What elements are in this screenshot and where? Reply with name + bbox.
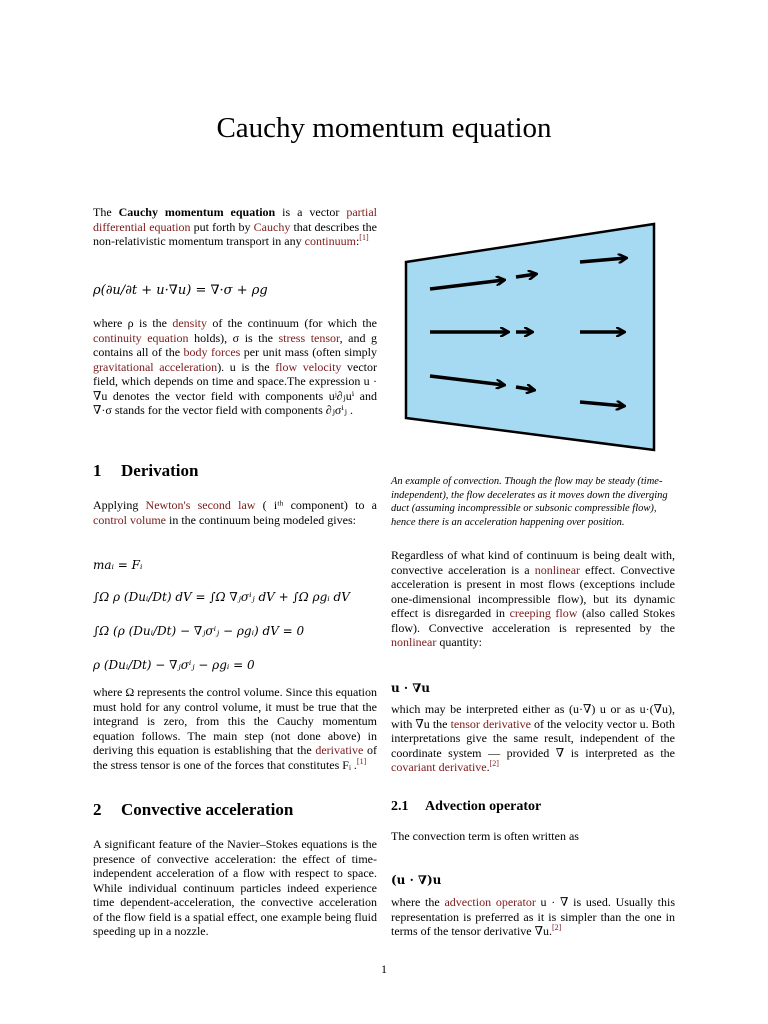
link-continuity-equation[interactable]: continuity equation bbox=[93, 330, 189, 345]
advection-intro: The convection term is often written as bbox=[391, 829, 579, 843]
derivation-equation-1: maᵢ = Fᵢ bbox=[93, 558, 143, 572]
derivation-equation-4: ρ (Duᵢ/Dt) − ∇ⱼσⁱⱼ − ρgᵢ = 0 bbox=[93, 658, 255, 672]
derivation-equation-2: ∫Ω ρ (Duᵢ/Dt) dV = ∫Ω ∇ⱼσⁱⱼ dV + ∫Ω ρgᵢ dV bbox=[93, 590, 350, 604]
control-volume-paragraph bbox=[93, 685, 377, 772]
control-volume-text-2: of the stress tensor is one of the forces that constitutes Fᵢ . bbox=[93, 743, 377, 772]
link-tensor-derivative[interactable]: tensor derivative bbox=[450, 716, 531, 731]
derivation-text-1: Applying bbox=[93, 498, 146, 512]
control-volume-text-1: where Ω represents the control volume. Since this equation must hold for any control volume, it must be true that the integrand is zero, from this the Cauchy momentum equation follows. The main step (not done above) in deriving this equation is establishing that the bbox=[93, 685, 377, 757]
nonlinear-text-3: (also called Stokes flow). Convective acceleration is represented by the bbox=[391, 606, 675, 635]
link-partial-differential-equation[interactable]: partial differential equation bbox=[93, 205, 378, 234]
convective-term-equation: u · ∇u bbox=[391, 681, 431, 695]
page-title: Cauchy momentum equation bbox=[216, 112, 552, 144]
interpretation-text-3: . bbox=[486, 760, 490, 774]
subsection-number: 2.1 bbox=[391, 799, 409, 814]
where-text-2: of the continuum (for which the bbox=[207, 316, 377, 330]
link-advection-operator[interactable]: advection operator bbox=[444, 895, 536, 909]
citation-1[interactable]: [1] bbox=[359, 233, 369, 242]
citation-1b[interactable]: [1] bbox=[356, 756, 367, 766]
citation-2b[interactable]: [2] bbox=[552, 923, 562, 932]
derivation-text-3: in the continuum being modeled gives: bbox=[165, 512, 356, 527]
interpretation-text-1: which may be interpreted either as (u·∇) u or as u·(∇u), with ∇u the bbox=[391, 702, 675, 731]
citation-2[interactable]: [2] bbox=[489, 759, 499, 768]
link-continuum[interactable]: continuum bbox=[304, 234, 356, 248]
intro-paragraph bbox=[93, 205, 377, 249]
subsection-2-1-heading bbox=[391, 799, 541, 815]
link-cauchy[interactable]: Cauchy bbox=[253, 219, 291, 234]
subsection-title: Advection operator bbox=[425, 799, 542, 814]
where-text-4: , and g contains all of the bbox=[93, 330, 378, 359]
derivation-paragraph bbox=[93, 498, 377, 527]
link-body-forces[interactable]: body forces bbox=[183, 345, 241, 359]
convective-paragraph: A significant feature of the Navier–Stokes equations is the presence of convective acceleration: the effect of time-independent acceleration of a flow with respect to space. While individual continuum particles indeed experience time dependent-acceleration, the convective acceleration of the flow field is a spatial effect, one example being fluid speeding up in a nozzle. bbox=[93, 837, 377, 938]
link-flow-velocity[interactable]: flow velocity bbox=[275, 359, 342, 374]
section-1-heading bbox=[93, 461, 198, 481]
nonlinear-text-2: effect. Convective acceleration is present in most flows (exceptions include one-dimensional incompressible flow), but its dynamic effect is disregarded in bbox=[391, 562, 675, 620]
interpretation-text-2: of the velocity vector u. Both interpretations give the same result, independent of the coordinate system — provided ∇ is interpreted as the bbox=[391, 716, 675, 760]
advection-text-2: u · ∇ is used. Usually this representation is preferred as it is simpler than the one in terms of the tensor derivative ∇u. bbox=[391, 895, 675, 938]
nonlinear-text-4: quantity: bbox=[436, 635, 482, 649]
where-text-1: where ρ is the bbox=[93, 316, 173, 330]
page-number: 1 bbox=[381, 962, 387, 976]
intro-bold-term: Cauchy momentum equation bbox=[118, 205, 276, 219]
section-2-title: Convective acceleration bbox=[121, 800, 294, 819]
figure-caption: An example of convection. Though the flow may be steady (time-independent), the flow decelerates as it moves down the diverging duct (assuming incompressible or subsonic compressible flow), hence there is an acceleration happening over position. bbox=[391, 476, 668, 528]
where-paragraph bbox=[93, 316, 377, 418]
link-gravitational-acceleration[interactable]: gravitational acceleration bbox=[93, 359, 218, 374]
intro-text-1: The bbox=[93, 205, 119, 219]
where-text-7: vector field, which depends on time and space.The expression u · ∇u denotes the vector field with components uʲ∂ⱼuⁱ and ∇·σ stands for the vector field with components ∂ⱼσⁱⱼ . bbox=[93, 359, 377, 417]
section-2-heading bbox=[93, 800, 293, 820]
advection-paragraph bbox=[391, 895, 675, 939]
advection-text-1: where the bbox=[391, 895, 445, 909]
link-nonlinear-2[interactable]: nonlinear bbox=[391, 635, 437, 649]
intro-text-4: that describes the non-relativistic momentum transport in any bbox=[93, 219, 377, 248]
link-covariant-derivative[interactable]: covariant derivative bbox=[391, 760, 487, 774]
where-text-3: holds), σ is the bbox=[188, 330, 279, 345]
link-nonlinear[interactable]: nonlinear bbox=[534, 562, 581, 577]
derivation-text-2: ( iᵗʰ component) to a bbox=[255, 498, 377, 512]
link-stress-tensor[interactable]: stress tensor bbox=[278, 330, 340, 345]
derivation-equation-3: ∫Ω (ρ (Duᵢ/Dt) − ∇ⱼσⁱⱼ − ρgᵢ) dV = 0 bbox=[93, 624, 305, 638]
intro-text-3: put forth by bbox=[190, 219, 254, 234]
convection-figure bbox=[396, 222, 660, 454]
section-1-number: 1 bbox=[93, 461, 102, 480]
where-text-6: ). u is the bbox=[217, 359, 276, 374]
link-creeping-flow[interactable]: creeping flow bbox=[509, 606, 578, 620]
interpretation-paragraph bbox=[391, 702, 675, 775]
where-text-5: per unit mass (often simply bbox=[240, 345, 377, 359]
intro-text-5: : bbox=[355, 234, 360, 248]
nonlinear-text-1: Regardless of what kind of continuum is being dealt with, convective acceleration is a bbox=[391, 548, 675, 577]
link-derivative[interactable]: derivative bbox=[315, 743, 364, 757]
section-2-number: 2 bbox=[93, 800, 102, 819]
advection-equation: (u · ∇)u bbox=[391, 873, 442, 887]
link-density[interactable]: density bbox=[172, 316, 207, 330]
link-control-volume[interactable]: control volume bbox=[93, 512, 166, 527]
section-1-title: Derivation bbox=[121, 461, 199, 480]
intro-text-2: is a vector bbox=[275, 205, 347, 219]
nonlinear-paragraph bbox=[391, 548, 675, 650]
link-newtons-second-law[interactable]: Newton's second law bbox=[145, 498, 256, 512]
main-equation: ρ(∂u/∂t + u·∇u) = ∇·σ + ρg bbox=[93, 283, 268, 298]
